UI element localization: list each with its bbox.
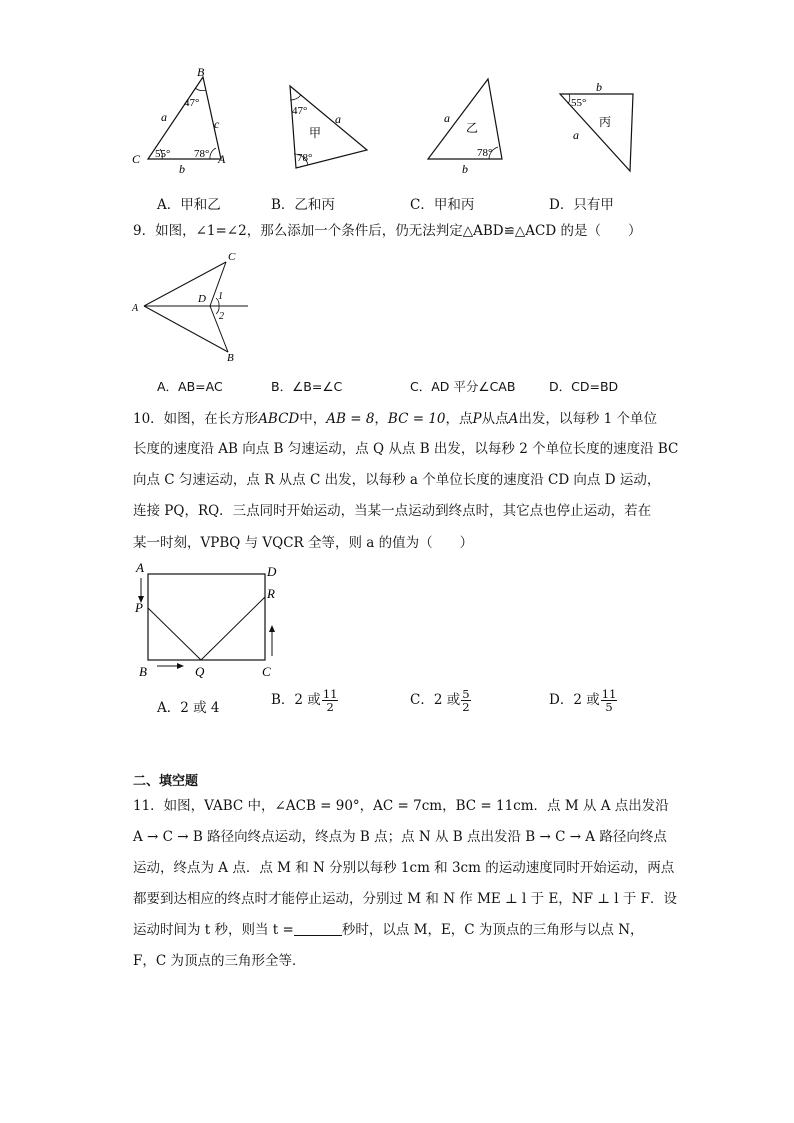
tri1-side-a: a	[161, 110, 167, 124]
q10-option-b	[271, 688, 338, 713]
q8-figure-bing	[556, 80, 646, 175]
q9-label-2: 2	[219, 311, 224, 322]
q8-figure-yi	[425, 76, 515, 176]
yi-name: 乙	[466, 121, 479, 135]
jia-angle-top: 47°	[292, 105, 308, 117]
q9-label-b: B	[227, 352, 234, 364]
q11-line5-text-a: 运动时间为 t 秒，则当 t =	[133, 922, 294, 938]
bing-angle: 55°	[571, 97, 587, 109]
q10-line1-text-a: 10．如图，在长方形	[133, 411, 259, 427]
q10-option-b-fraction	[322, 688, 339, 713]
q10-line1-text-c: ，	[374, 411, 388, 427]
q9-option-a: A．AB=AC	[157, 379, 223, 394]
q10-point-a: A	[508, 411, 519, 427]
q9-option-d: D．CD=BD	[549, 379, 619, 394]
q8-option-d: D．只有甲	[549, 197, 614, 213]
q10-option-d-text: 2 或	[573, 692, 600, 708]
q8-option-c: C．甲和丙	[410, 197, 475, 213]
q8-option-b: B．乙和丙	[271, 197, 335, 213]
q10-line-3: 向点 C 匀速运动，点 R 从点 C 出发，以每秒 a 个单位长度的速度沿 CD 向点 D 运动，	[133, 472, 661, 488]
tri1-angle-b: 47°	[184, 97, 200, 109]
yi-side-b: b	[462, 162, 468, 176]
q10-label-r: R	[267, 586, 275, 601]
q9-figure	[128, 248, 258, 364]
q10-line1-text-d: ，点	[445, 411, 473, 427]
q10-option-a-text: 2 或 4	[180, 700, 220, 716]
jia-side-a: a	[335, 112, 341, 126]
q10-option-d-fraction	[601, 688, 618, 713]
q10-option-c-text: 2 或	[433, 692, 461, 708]
tri1-label-c-vertex: C	[132, 152, 141, 166]
q10-line-1	[133, 409, 657, 429]
q10-bc-value: BC = 10	[387, 411, 446, 427]
q10-label-p: P	[135, 600, 143, 615]
q10-option-c	[410, 688, 471, 713]
q11-answer-blank[interactable]	[294, 921, 342, 936]
tri1-angle-a: 78°	[194, 148, 210, 160]
tri1-side-c: c	[214, 117, 220, 131]
q9-label-c: C	[228, 251, 236, 263]
q10-line1-text-f: 出发，以每秒 1 个单位	[518, 411, 658, 427]
q10-rect-name: ABCD	[258, 411, 300, 427]
q10-line-2: 长度的速度沿 AB 向点 B 匀速运动，点 Q 从点 B 出发，以每秒 2 个单位长度的速度沿 BC	[133, 441, 679, 457]
q9-option-b: B．∠B=∠C	[271, 379, 343, 394]
q10-option-c-fraction	[461, 688, 470, 713]
tri1-angle-c: 55°	[155, 148, 171, 160]
yi-angle: 78°	[477, 147, 493, 159]
fraction-numerator: 11	[322, 687, 338, 701]
q11-line-3: 运动，终点为 A 点．点 M 和 N 分别以每秒 1cm 和 3cm 的运动速度同时开始运动，两点	[133, 860, 675, 876]
jia-angle-bottom: 78°	[297, 152, 313, 164]
q10-ab-value: AB = 8	[326, 411, 375, 427]
q10-option-b-text: 2 或	[294, 692, 321, 708]
q10-option-d-label: D．	[549, 692, 574, 708]
tri1-label-b-vertex: B	[197, 65, 205, 79]
q11-line-6: F，C 为顶点的三角形全等．	[133, 953, 306, 969]
q11-line-4: 都要到达相应的终点时才能停止运动，分别过 M 和 N 作 ME ⊥ l 于 E，NF ⊥ l 于 F．设	[133, 891, 678, 907]
fraction-numerator: 11	[601, 687, 617, 701]
section-title-fill-in: 二、填空题	[133, 774, 199, 789]
q10-option-a	[157, 696, 220, 716]
bing-name: 丙	[599, 115, 612, 129]
q10-option-d	[549, 688, 617, 713]
q10-label-a: A	[136, 560, 144, 575]
q10-line1-text-b: 中，	[299, 411, 327, 427]
fraction-denominator: 5	[605, 700, 613, 714]
q8-option-a: A．甲和乙	[157, 197, 221, 213]
bing-side-b: b	[596, 80, 602, 94]
q10-option-a-label: A．	[157, 700, 181, 716]
bing-side-a: a	[573, 128, 579, 142]
fraction-denominator: 2	[462, 700, 470, 714]
q10-line1-text-e: 从点	[481, 411, 509, 427]
q11-line-2: A → C → B 路径向终点运动，终点为 B 点；点 N 从 B 点出发沿 B → C → A 路径向终点	[133, 829, 667, 845]
q10-label-q: Q	[195, 664, 205, 679]
yi-side-a: a	[444, 111, 450, 125]
q11-line5-text-b: 秒时，以点 M，E，C 为顶点的三角形与以点 N，	[341, 922, 644, 938]
tri1-label-a-vertex: A	[218, 152, 226, 166]
q10-label-d: D	[267, 564, 277, 579]
q9-option-c: C．AD 平分∠CAB	[410, 379, 516, 394]
q10-point-p: P	[472, 411, 482, 427]
q8-figure-jia	[284, 80, 374, 170]
q11-line-5	[133, 920, 644, 940]
q9-label-1: 1	[218, 291, 223, 302]
jia-name: 甲	[309, 126, 322, 140]
q10-option-b-label: B．	[271, 692, 295, 708]
q10-line-4: 连接 PQ，RQ．三点同时开始运动，当某一点运动到终点时，其它点也停止运动，若在	[133, 503, 652, 519]
fraction-denominator: 2	[326, 700, 334, 714]
q10-line-5: 某一时刻，VPBQ 与 VQCR 全等，则 a 的值为（ ）	[133, 535, 474, 551]
tri1-side-b: b	[179, 162, 185, 174]
fraction-numerator: 5	[462, 687, 470, 701]
q10-option-c-label: C．	[410, 692, 434, 708]
q10-figure	[130, 560, 290, 684]
q8-figure-triangle-abc	[128, 64, 238, 174]
q9-label-a: A	[132, 303, 139, 314]
q9-stem: 9．如图，∠1=∠2，那么添加一个条件后，仍无法判定△ABD≌△ACD 的是（ ）	[133, 223, 642, 239]
q11-line-1: 11．如图，VABC 中，∠ACB = 90°，AC = 7cm，BC = 11cm．点 M 从 A 点出发沿	[133, 798, 669, 814]
q10-label-c: C	[262, 664, 271, 679]
q10-label-b: B	[139, 664, 147, 679]
q9-label-d: D	[198, 293, 206, 305]
